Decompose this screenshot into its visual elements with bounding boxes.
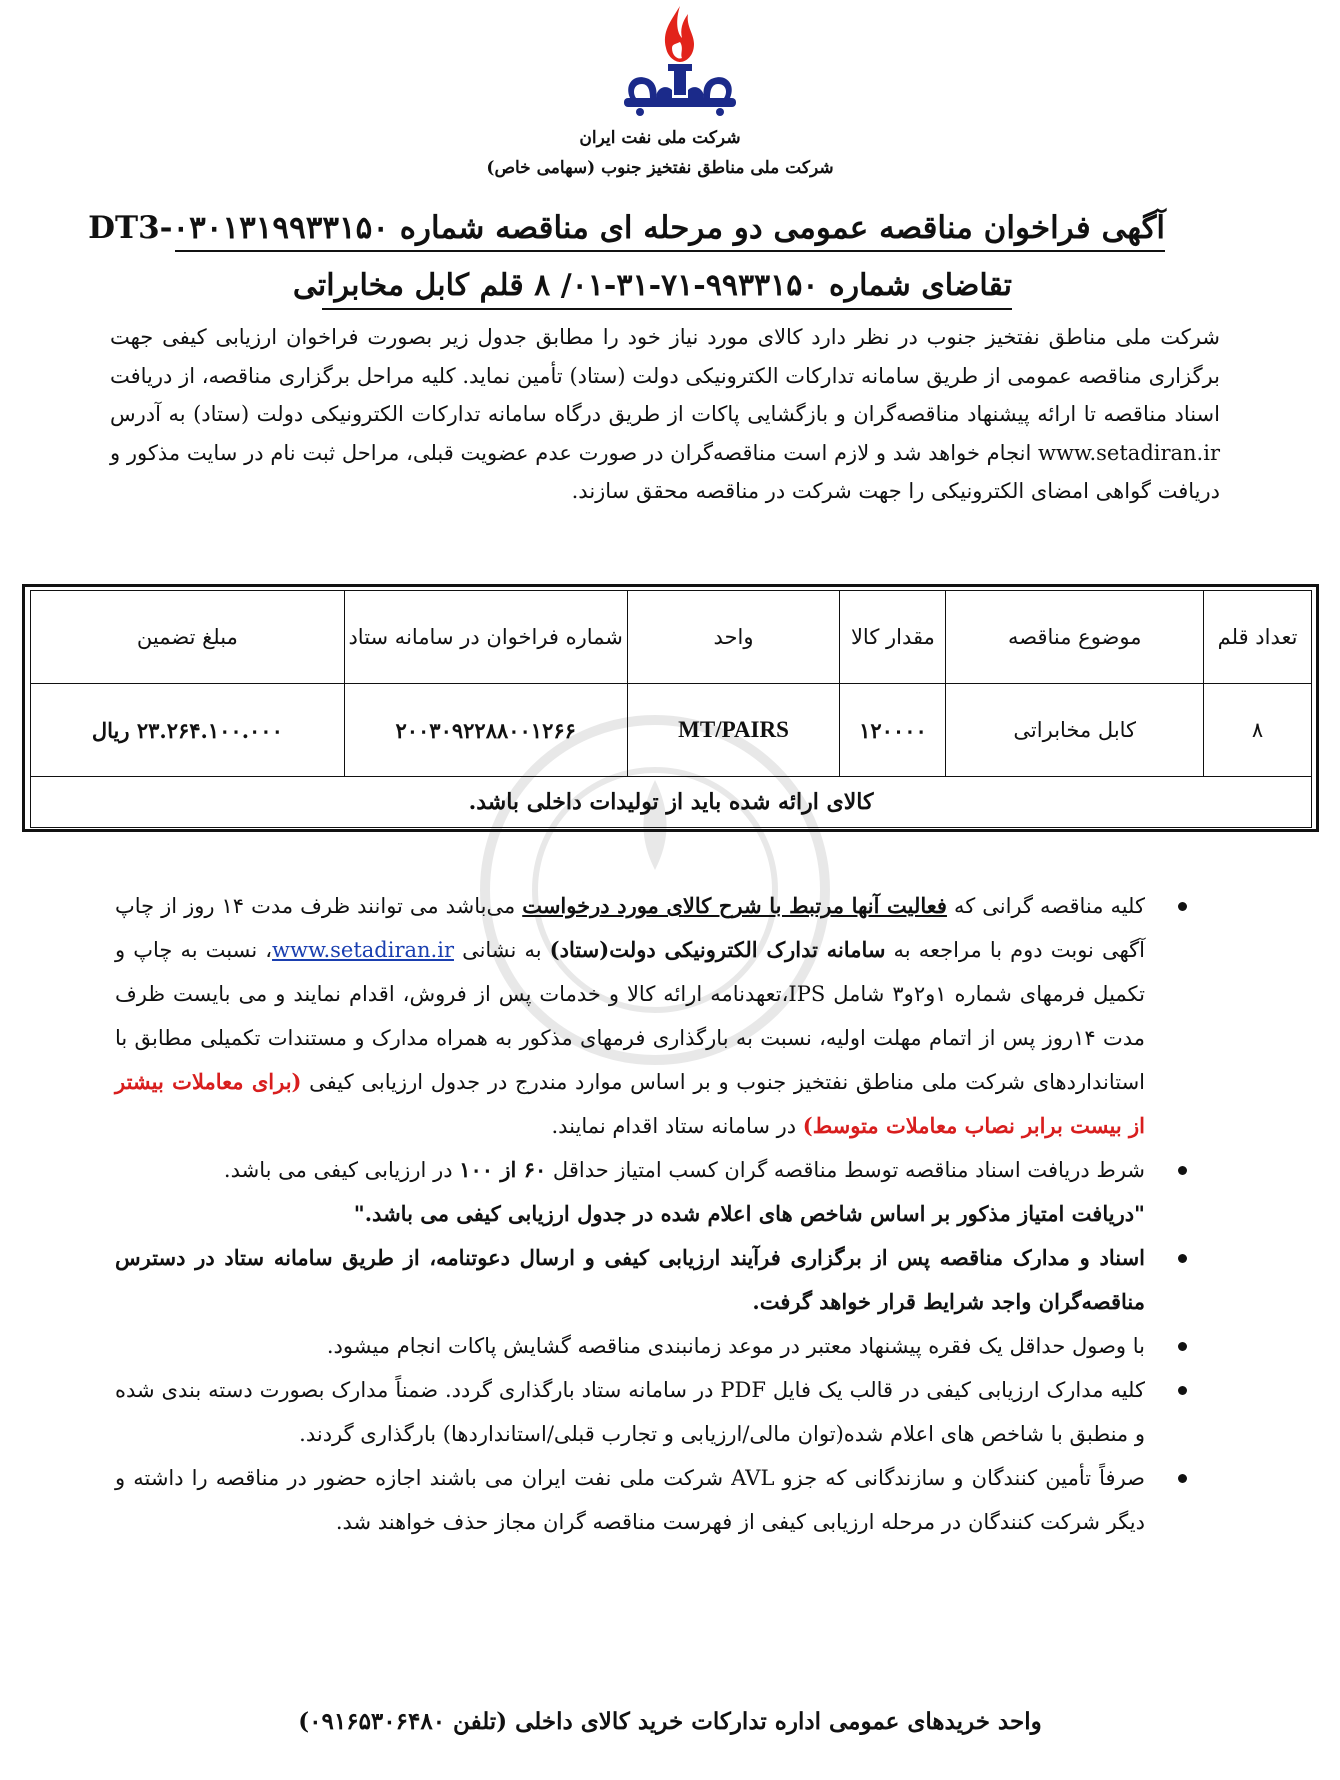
list-item xyxy=(115,1456,1195,1544)
cell-guarantee: ۲۳.۲۶۴.۱۰۰.۰۰۰ ریال xyxy=(31,684,345,777)
b3-text: اسناد و مدارک مناقصه پس از برگزاری فرآیند ارزیابی کیفی و ارسال دعوتنامه، از طریق سامانه ستاد در دسترس مناقصه‌گران واجد شرایط قرار خواهد گرفت. xyxy=(115,1245,1145,1314)
b2-text-3: در ارزیابی کیفی می باشد. xyxy=(223,1158,460,1182)
list-item xyxy=(115,1236,1195,1324)
intro-paragraph: شرکت ملی مناطق نفتخیز جنوب در نظر دارد کالای مورد نیاز خود را مطابق جدول زیر بصورت فراخوان ارزیابی کیفی جهت برگزاری مناقصه عمومی از طریق سامانه تدارکات الکترونیکی دولت (ستاد) تأمین نماید. کلیه مراحل برگزاری مناقصه، از دریافت اسناد مناقصه تا ارائه پیشنهاد مناقصه‌گران و بازگشایی پاکات از طریق درگاه سامانه تدارکات الکترونیکی دولت (ستاد) به آدرس www.setadiran.ir انجام خواهد شد و لازم است مناقصه‌گران در صورت عدم عضویت قبلی، مراحل ثبت نام در سایت مذکور و دریافت گواهی امضای الکترونیکی را جهت شرکت در مناقصه محقق سازند. xyxy=(110,325,1220,503)
b2-text-1: شرط دریافت اسناد مناقصه توسط مناقصه گران کسب امتیاز حداقل xyxy=(546,1158,1145,1182)
footer-contact: واحد خریدهای عمومی اداره تدارکات خرید کالای داخلی (تلفن ۰۹۱۶۵۳۰۶۴۸۰) xyxy=(298,1708,1042,1735)
list-item xyxy=(115,884,1195,1148)
header-unit: واحد xyxy=(627,591,840,684)
header-call-number: شماره فراخوان در سامانه ستاد xyxy=(344,591,627,684)
header-guarantee: مبلغ تضمین xyxy=(31,591,345,684)
b1-text-6: ، نسبت به چاپ و تکمیل فرمهای شماره ۱و۲و۳ شامل IPS،تعهدنامه ارائه کالا و خدمات پس از فروش، اقدام نمایند و می بایست ظرف مدت ۱۴روز پس از اتمام مهلت اولیه، نسبت به بارگذاری فرمهای مذکور به همراه مدارک و مستندات تکمیلی مطابق با استانداردهای شرکت ملی مناطق نفتخیز جنوب و بر اساس موارد مندرج در جدول ارزیابی کیفی xyxy=(115,938,1145,1094)
header-quantity: مقدار کالا xyxy=(840,591,946,684)
b1-text-1: کلیه مناقصه گرانی که xyxy=(946,894,1145,918)
cell-count: ۸ xyxy=(1204,684,1312,777)
list-item xyxy=(115,1368,1195,1456)
b1-text-5: به نشانی xyxy=(453,938,550,962)
b5-text: کلیه مدارک ارزیابی کیفی در قالب یک فایل PDF در سامانه ستاد بارگذاری گردد. ضمناً مدارک بصورت دسته بندی شده و منطبق با شاخص های اعلام شده(توان مالی/ارزیابی و تجارب قبلی/استانداردها) بارگذاری گردند. xyxy=(115,1378,1145,1446)
b1-text-4: سامانه تدارک الکترونیکی دولت(ستاد) xyxy=(549,937,886,962)
b2-text-4: "دریافت امتیاز مذکور بر اساس شاخص های اعلام شده در جدول ارزیابی کیفی می باشد." xyxy=(353,1201,1145,1226)
setad-link[interactable]: www.setadiran.ir xyxy=(272,938,454,962)
header-count: تعداد قلم xyxy=(1204,591,1312,684)
header-subject: موضوع مناقصه xyxy=(946,591,1204,684)
notice-subtitle: تقاضای شماره ۹۹۳۳۱۵۰-۷۱-۳۱-۰۱/ ۸ قلم کابل مخابراتی xyxy=(322,264,1012,310)
list-item xyxy=(115,1148,1195,1236)
cell-subject: کابل مخابراتی xyxy=(946,684,1204,777)
cell-call-number: ۲۰۰۳۰۹۲۲۸۸۰۰۱۲۶۶ xyxy=(344,684,627,777)
table-row xyxy=(31,684,1312,777)
b1-text-7: در سامانه ستاد اقدام نمایند. xyxy=(551,1114,803,1138)
conditions-list xyxy=(115,884,1195,1544)
notice-title: آگهی فراخوان مناقصه عمومی دو مرحله ای مناقصه شماره DT3-۰۳۰۱۳۱۹۹۳۳۱۵۰ xyxy=(175,206,1165,252)
b1-red-text: (برای معاملات بیشتر از بیست برابر نصاب معاملات متوسط) xyxy=(115,1069,1145,1138)
org-name-nisoc: شرکت ملی مناطق نفتخیز جنوب (سهامی خاص) xyxy=(486,158,834,178)
cell-unit: MT/PAIRS xyxy=(627,684,840,777)
table-header-row xyxy=(31,591,1312,684)
b1-text-3: می‌باشد می توانند ظرف مدت ۱۴ روز از چاپ آگهی نوبت دوم با مراجعه به xyxy=(115,894,1145,962)
org-name-nioc: شرکت ملی نفت ایران xyxy=(579,128,741,148)
cell-quantity: ۱۲۰۰۰۰ xyxy=(840,684,946,777)
b4-text: با وصول حداقل یک فقره پیشنهاد معتبر در موعد زمانبندی مناقصه گشایش پاکات انجام میشود. xyxy=(326,1334,1145,1358)
tender-table xyxy=(30,590,1312,828)
table-note: کالای ارائه شده باید از تولیدات داخلی باشد. xyxy=(31,777,1312,828)
nioc-logo-icon xyxy=(610,4,750,124)
b2-text-2: ۶۰ از ۱۰۰ xyxy=(459,1157,547,1182)
b1-text-2: فعالیت آنها مرتبط با شرح کالای مورد درخواست xyxy=(522,893,947,918)
list-item xyxy=(115,1324,1195,1368)
b6-text: صرفاً تأمین کنندگان و سازندگانی که جزو AVL شرکت ملی نفت ایران می باشند اجازه حضور در مناقصه را داشته و دیگر شرکت کنندگان در مرحله ارزیابی کیفی از فهرست مناقصه گران مجاز حذف خواهند شد. xyxy=(115,1466,1145,1534)
table-note-row xyxy=(31,777,1312,828)
